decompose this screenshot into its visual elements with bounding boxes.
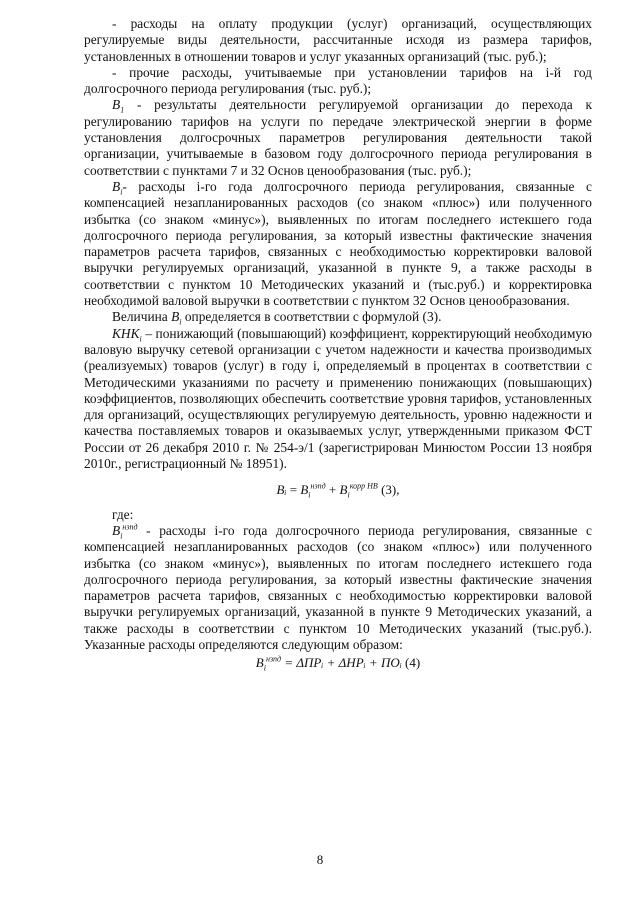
formula-3 bbox=[84, 482, 592, 498]
formula-number: (4) bbox=[405, 655, 421, 671]
paragraph-text: определяется в соответствии с формулой (3). bbox=[181, 309, 442, 325]
paragraph-text: - расходы i-го года долгосрочного периода регулирования, связанные с компенсацией незапланированных расходов (со знаком «плюс») или полученного избытка (со знаком «минус»), выявленных по итогам последнего истекшего года долгосрочного периода регулирования, за который известны фактические значения параметров расчета тарифов, связанных с необходимостью корректировки валовой выручки регулируемых организаций, указанной в пункте 9 Методических указаний, а также расходы в соответствии с пунктом 10 Методических указаний (тыс.руб.). Указанные расходы определяются следующим образом: bbox=[84, 522, 592, 652]
symbol-bi: $B_i$ bbox=[171, 309, 182, 328]
symbol-bi: $B_i$ bbox=[112, 178, 123, 197]
paragraph bbox=[84, 309, 592, 328]
formula-4 bbox=[84, 655, 592, 671]
paragraph-text: - расходы i-го года долгосрочного периода регулирования, связанные с компенсацией незапланированных расходов (со знаком «плюс») или полученного избытка (со знаком «минус»), выявленных по итогам последнего истекшего года долгосрочного периода регулирования, за который известны фактические значения параметров расчета тарифов, связанных с необходимостью корректировки валовой выручки регулируемых организаций, указанной в пункте 9, а также расходы в соответствии с пунктом 10 Методических указаний и (тыс.руб.) и корректировка необходимой валовой выручки в соответствии с пунктом 32 Основ ценообразования. bbox=[84, 178, 592, 309]
where-label: где: bbox=[112, 506, 134, 522]
paragraph-text: Величина bbox=[112, 309, 172, 325]
paragraph bbox=[84, 97, 592, 178]
formula-number: (3), bbox=[381, 482, 400, 498]
formula-term: $B_i^{нзпд}$ bbox=[300, 481, 326, 500]
paragraph-text: - результаты деятельности регулируемой организации до перехода к регулированию тарифов на услуги по передаче электрической энергии в форме установления долгосрочных параметров регулирования деятельности такой организации, учитываемые в базовом году долгосрочного периода регулирования в соответствии с пунктами 7 и 32 Основ ценообразования (тыс. руб.); bbox=[84, 97, 592, 178]
paragraph bbox=[84, 179, 592, 309]
formula-lhs: Bᵢ bbox=[276, 482, 287, 498]
paragraph: - расходы на оплату продукции (услуг) организаций, осуществляющих регулируемые виды деятельности, рассчитанные исходя из размера тарифов, установленных в отношении товаров и услуг указанных организаций (тыс. руб.); bbox=[84, 16, 592, 64]
symbol-bi-nezap: $B_i^{нзпд}$ bbox=[112, 522, 138, 541]
symbol-b1: $B_1$ bbox=[112, 97, 125, 116]
page-number: 8 bbox=[316, 852, 324, 867]
paragraph: - прочие расходы, учитываемые при установлении тарифов на i-й год долгосрочного периода регулирования (тыс. руб.); bbox=[84, 64, 592, 97]
paragraph-text: – понижающий (повышающий) коэффициент, корректирующий необходимую валовую выручку сетевой организации с учетом надежности и качества производимых (реализуемых) товаров (услуг) в году i, определяемый в процентах в соответствии с Методическими указаниями по расчету и применению понижающих (повышающих) коэффициентов, позволяющих обеспечить соответствие уровня тарифов, установленных для организаций, осуществляющих регулируемую деятельность, уровню надежности и качества поставляемых товаров и оказываемых услуг, утвержденными приказом ФСТ России от 26 декабря 2010 г. № 254-э/1 (зарегистрирован Минюстом России 13 ноября 2010г., регистрационный № 18951). bbox=[84, 325, 592, 472]
paragraph bbox=[84, 326, 592, 473]
formula-eq: = bbox=[289, 482, 298, 498]
formula-term: $B_i^{нзпд}$ bbox=[255, 654, 282, 673]
page-text bbox=[84, 16, 592, 672]
symbol-knk: $KHK_i$ bbox=[112, 325, 142, 344]
formula-rhs: = ΔПРᵢ + ΔНРᵢ + ПОᵢ bbox=[284, 655, 402, 671]
formula-term: $B_i^{корр НВ}$ bbox=[339, 481, 378, 500]
formula-plus: + bbox=[328, 482, 337, 498]
paragraph bbox=[84, 523, 592, 653]
